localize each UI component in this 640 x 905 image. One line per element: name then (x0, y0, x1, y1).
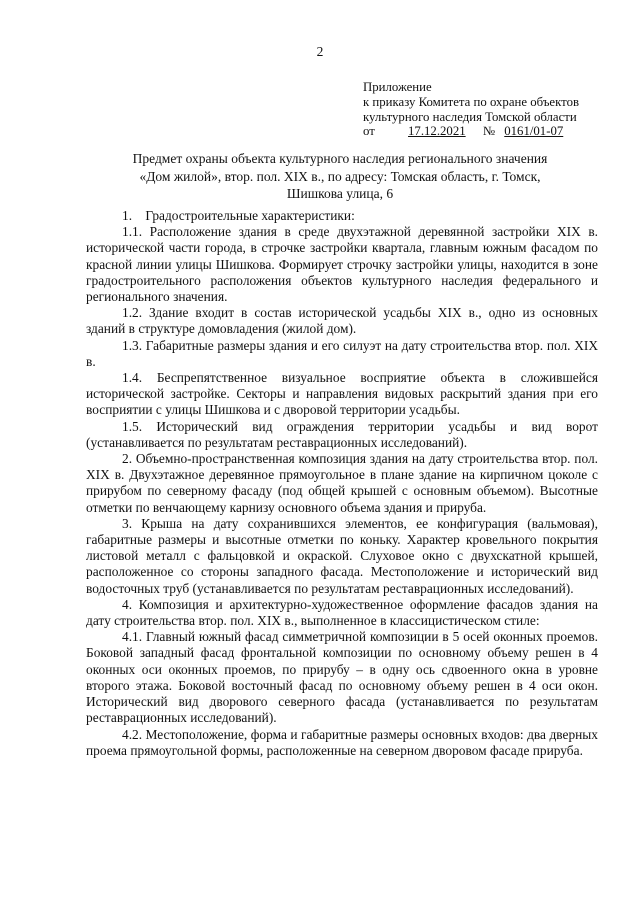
order-number: 0161/01-07 (504, 124, 564, 139)
paragraph-1-1: 1.1. Расположение здания в среде двухэтажной деревянной застройки XIX в. исторической части города, в строчке застройки квартала, главным южным фасадом по красной линии улицы Шишкова. Формирует строчку застройки улицы, находится в зоне градостроительного расположения объектов культурного наследия федерального и регионального значения. (86, 224, 598, 305)
paragraph-1-2: 1.2. Здание входит в состав исторической усадьбы XIX в., одно из основных зданий в структуре домовладения (жилой дом). (86, 305, 598, 337)
paragraph-4-1: 4.1. Главный южный фасад симметричной композиции в 5 осей оконных проемов. Боковой западный фасад фронтальной композиции по основному объему решен в 4 оконных оси оконных проемов, по прирубу – в одну ось сдвоенного окна в уровне второго этажа. Боковой восточный фасад по основному объему решен в 4 оси окон. Исторический вид дворового северного фасада (устанавливается по результатам реставрационных исследований). (86, 629, 598, 726)
title-line-2: «Дом жилой», втор. пол. XIX в., по адресу: Томская область, г. Томск, (139, 168, 541, 184)
appendix-order-ref: к приказу Комитета по охране объектов (363, 94, 580, 109)
document-body (86, 208, 598, 759)
paragraph-4-2: 4.2. Местоположение, форма и габаритные размеры основных входов: два дверных проема прямоугольной формы, расположенные на северном дворовом фасаде прируба. (86, 726, 598, 758)
date-prefix: от (363, 124, 375, 139)
order-date: 17.12.2021 (408, 124, 466, 139)
page-number: 2 (316, 44, 324, 59)
paragraph-2: 2. Объемно-пространственная композиция здания на дату строительства втор. пол. XIX в. Двухэтажное деревянное прямоугольное в плане здание на кирпичном цоколе с прирубом по северному фасаду (под общей крышей с основным объемом). Высотные отметки по венчающему карнизу основного объема здания и прируба. (86, 451, 598, 515)
appendix-header (363, 80, 613, 139)
paragraph-1-4: 1.4. Беспрепятственное визуальное восприятие объекта в сложившейся исторической застройке. Секторы и направления видовых раскрытий здания при его восприятии с улицы Шишкова и с дворовой территории усадьбы. (86, 370, 598, 418)
appendix-committee: культурного наследия Томской области (363, 109, 577, 124)
appendix-date-line (363, 124, 613, 139)
paragraph-4: 4. Композиция и архитектурно-художественное оформление фасадов здания на дату строительства втор. пол. XIX в., выполненное в классицистическом стиле: (86, 596, 598, 629)
paragraph-1-5: 1.5. Исторический вид ограждения территории усадьбы и вид ворот (устанавливается по результатам реставрационных исследований). (86, 418, 598, 450)
document-title (80, 150, 600, 203)
paragraph-1: 1. Градостроительные характеристики: (122, 208, 355, 223)
appendix-label: Приложение (363, 80, 432, 94)
paragraph-1-3: 1.3. Габаритные размеры здания и его силуэт на дату строительства втор. пол. XIX в. (86, 337, 598, 369)
title-line-1: Предмет охраны объекта культурного наследия регионального значения (132, 151, 548, 166)
title-line-3: Шишкова улица, 6 (286, 186, 394, 202)
number-prefix: № (482, 124, 496, 139)
paragraph-3: 3. Крыша на дату сохранившихся элементов, ее конфигурация (вальмовая), габаритные размеры и высотные отметки по коньку. Характер кровельного покрытия листовой металл с фальцовкой и окраской. Слуховое окно с двухскатной крышей, расположенное со стороны западного фасада. Местоположение и исторический вид водосточных труб (устанавливается по результатам реставрационных исследований). (86, 515, 598, 596)
